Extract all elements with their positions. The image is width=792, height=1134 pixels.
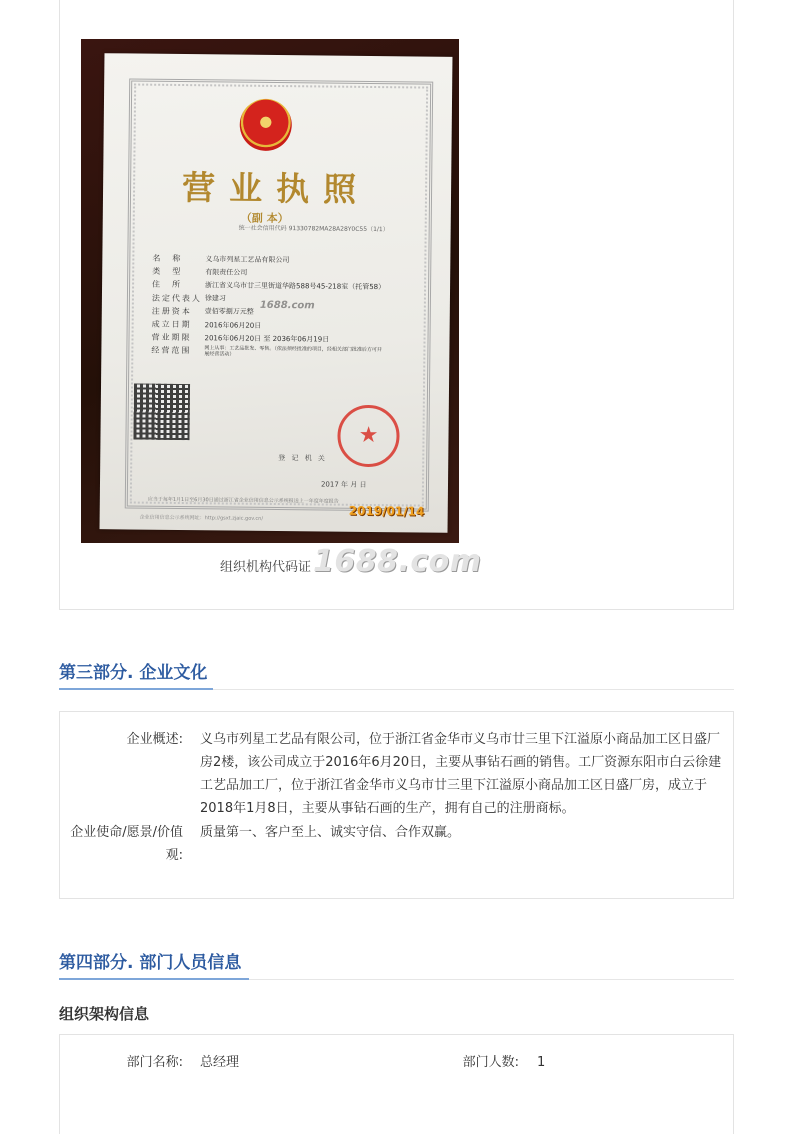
section4-accent: [59, 978, 249, 980]
site-watermark: 1688.com: [313, 544, 482, 579]
photo-watermark: 1688.com: [259, 299, 315, 312]
license-credit-code: 统一社会信用代码 91330782MA28A28Y0C55（1/1）: [238, 224, 389, 234]
section3-accent: [59, 688, 213, 690]
license-field: 成立日期 2016年06月20日: [151, 319, 262, 330]
license-subtitle: （副 本）: [240, 211, 289, 226]
dept-count-value: 1: [537, 1055, 546, 1070]
license-field: 名 称 义乌市列星工艺品有限公司: [152, 253, 290, 264]
disclosure-url: 企业信用信息公示系统网址：http://gsxt.zjaic.gov.cn/: [139, 514, 264, 522]
org-structure-title: 组织架构信息: [59, 1005, 150, 1023]
photo-caption: 组织机构代码证: [220, 560, 312, 575]
registration-date: 2017 年 月 日: [320, 480, 367, 489]
dept-count-label: 部门人数:: [462, 1055, 519, 1070]
dept-name-label: 部门名称:: [126, 1055, 183, 1070]
mission-text: 质量第一、客户至上、诚实守信、合作双赢。: [200, 825, 461, 840]
registration-authority-label: 登 记 机 关: [278, 454, 327, 463]
annual-report-note: 应当于每年1月1日至6月30日通过浙江省企业信用信息公示系统报送上一年度年度报告: [147, 496, 339, 505]
license-field: 营业期限 2016年06月20日 至 2036年06月19日: [151, 332, 330, 344]
national-emblem-icon: [239, 99, 292, 152]
license-field: 类 型 有限责任公司: [152, 266, 248, 277]
mission-label: 企业使命/愿景/价值观:: [70, 825, 183, 863]
qr-code-icon: [133, 384, 190, 441]
official-seal-icon: ★: [337, 405, 400, 468]
photo-date-stamp: 2019/01/14: [348, 503, 425, 519]
license-paper: [100, 53, 453, 533]
license-field: 注册资本 壹佰零捌万元整: [151, 306, 254, 317]
license-title: 营业执照: [181, 168, 371, 209]
business-license-photo: [81, 39, 459, 543]
section4-title: 第四部分. 部门人员信息: [59, 953, 242, 973]
overview-label: 企业概述:: [126, 732, 183, 747]
license-field: 经营范围 网上从事：工艺品批发、零售。（依法须经批准的项目，经相关部门批准后方可开展经营活动）: [151, 345, 382, 358]
overview-text: 义乌市列星工艺品有限公司，位于浙江省金华市义乌市廿三里下江溢原小商品加工区日盛厂房2楼，该公司成立于2016年6月20日，主要从事钻石画的销售。工厂资源东阳市白云徐建工艺品加工厂，位于浙江省金华市义乌市廿三里下江溢原小商品加工区日盛厂房，成立于2018年1月8日，主要从事钻石画的生产，拥有自己的注册商标。: [200, 732, 722, 816]
department-card: [59, 1034, 734, 1134]
section3-title: 第三部分. 企业文化: [59, 663, 208, 683]
license-field: 法定代表人 徐建习: [151, 293, 226, 303]
dept-name-value: 总经理: [200, 1055, 240, 1070]
license-field: 住 所 浙江省义乌市廿三里街道华路588号45-218室（托管58）: [152, 280, 386, 292]
